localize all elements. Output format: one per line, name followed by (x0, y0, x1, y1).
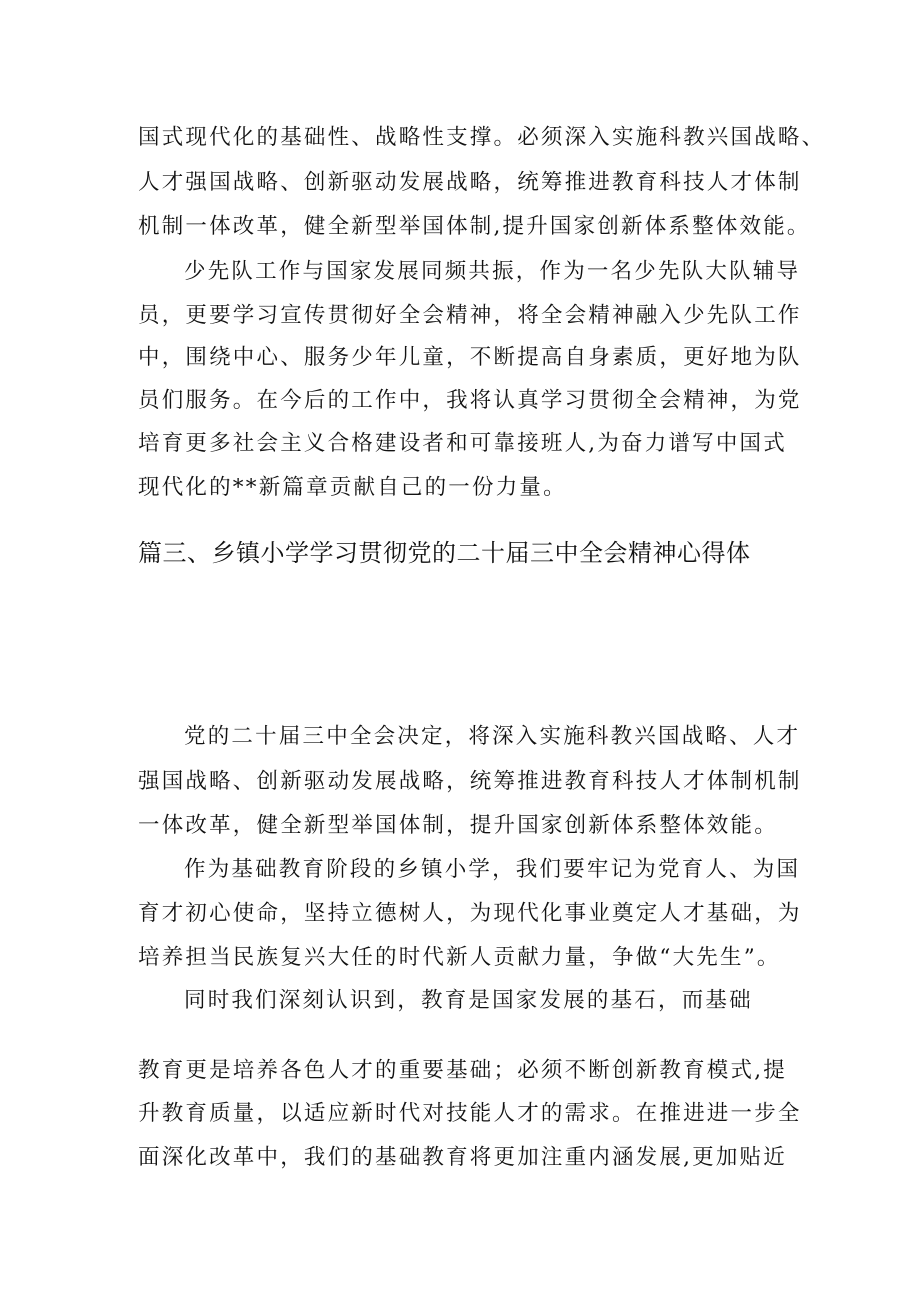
text-line: 国式现代化的基础性、战略性支撑。必须深入实施科教兴国战略、 (138, 125, 826, 150)
text-line: 一体改革，健全新型举国体制，提升国家创新体系整体效能。 (138, 813, 778, 838)
text-line: 党的二十届三中全会决定，将深入实施科教兴国战略、人才 (184, 724, 801, 749)
text-line: 同时我们深刻认识到，教育是国家发展的基石，而基础 (184, 988, 753, 1013)
text-line: 育才初心使命，坚持立德树人，为现代化事业奠定人才基础，为 (138, 901, 802, 926)
text-line: 人才强国战略、创新驱动发展战略，统筹推进教育科技人才体制 (138, 170, 802, 195)
text-line: 培育更多社会主义合格建设者和可靠接班人,为奋力谱写中国式 (138, 431, 787, 456)
text-line: 员们服务。在今后的工作中，我将认真学习贯彻全会精神，为党 (138, 388, 802, 413)
text-line: 少先队工作与国家发展同频共振，作为一名少先队大队辅导 (184, 259, 801, 284)
text-line: 培养担当民族复兴大任的时代新人贡献力量，争做“大先生”。 (138, 945, 781, 970)
text-line: 面深化改革中，我们的基础教育将更加注重内涵发展,更加贴近 (138, 1145, 787, 1170)
text-line: 机制一体改革，健全新型举国体制,提升国家创新体系整体效能。 (138, 214, 811, 239)
text-line: 升教育质量，以适应新时代对技能人才的需求。在推进进一步全 (138, 1101, 802, 1126)
text-line: 中，围绕中心、服务少年儿童，不断提高自身素质，更好地为队 (138, 345, 802, 370)
text-line: 现代化的**新篇章贡献自己的一份力量。 (138, 475, 567, 500)
text-line: 作为基础教育阶段的乡镇小学，我们要牢记为党育人、为国 (184, 857, 801, 882)
text-line: 强国战略、创新驱动发展战略，统筹推进教育科技人才体制机制 (138, 769, 802, 794)
section-heading: 篇三、乡镇小学学习贯彻党的二十届三中全会精神心得体 (138, 539, 751, 567)
text-line: 员，更要学习宣传贯彻好全会精神，将全会精神融入少先队工作 (138, 303, 802, 328)
text-line: 教育更是培养各色人才的重要基础；必须不断创新教育模式,提 (138, 1058, 787, 1083)
